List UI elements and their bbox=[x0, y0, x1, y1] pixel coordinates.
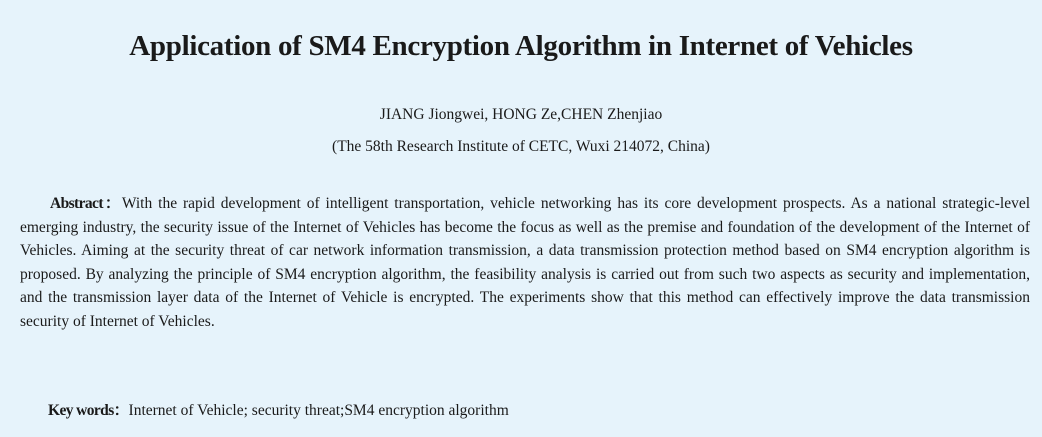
keywords-label: Key words： bbox=[48, 402, 129, 419]
abstract-label: Abstract： bbox=[50, 195, 122, 212]
abstract-paragraph bbox=[20, 192, 1030, 334]
author-list: JIANG Jiongwei, HONG Ze,CHEN Zhenjiao bbox=[379, 106, 663, 123]
author-affiliation: (The 58th Research Institute of CETC, Wuxi 214072, China) bbox=[332, 138, 710, 155]
abstract-text: With the rapid development of intelligent transportation, vehicle networking has its core development prospects. As a national strategic-level emerging industry, the security issue of the Internet of Vehicles has become the focus as well as the premise and foundation of the development of the Internet of Vehicles. Aiming at the security threat of car network information transmission, a data transmission protection method based on SM4 encryption algorithm is proposed. By analyzing the principle of SM4 encryption algorithm, the feasibility analysis is carried out from such two aspects as security and implementation, and the transmission layer data of the Internet of Vehicle is encrypted. The experiments show that this method can effectively improve the data transmission security of Internet of Vehicles. bbox=[20, 195, 1031, 330]
keywords-line bbox=[48, 401, 1028, 421]
paper-title: Application of SM4 Encryption Algorithm in Internet of Vehicles bbox=[129, 30, 913, 62]
keywords-text: Internet of Vehicle; security threat;SM4 encryption algorithm bbox=[128, 402, 509, 419]
